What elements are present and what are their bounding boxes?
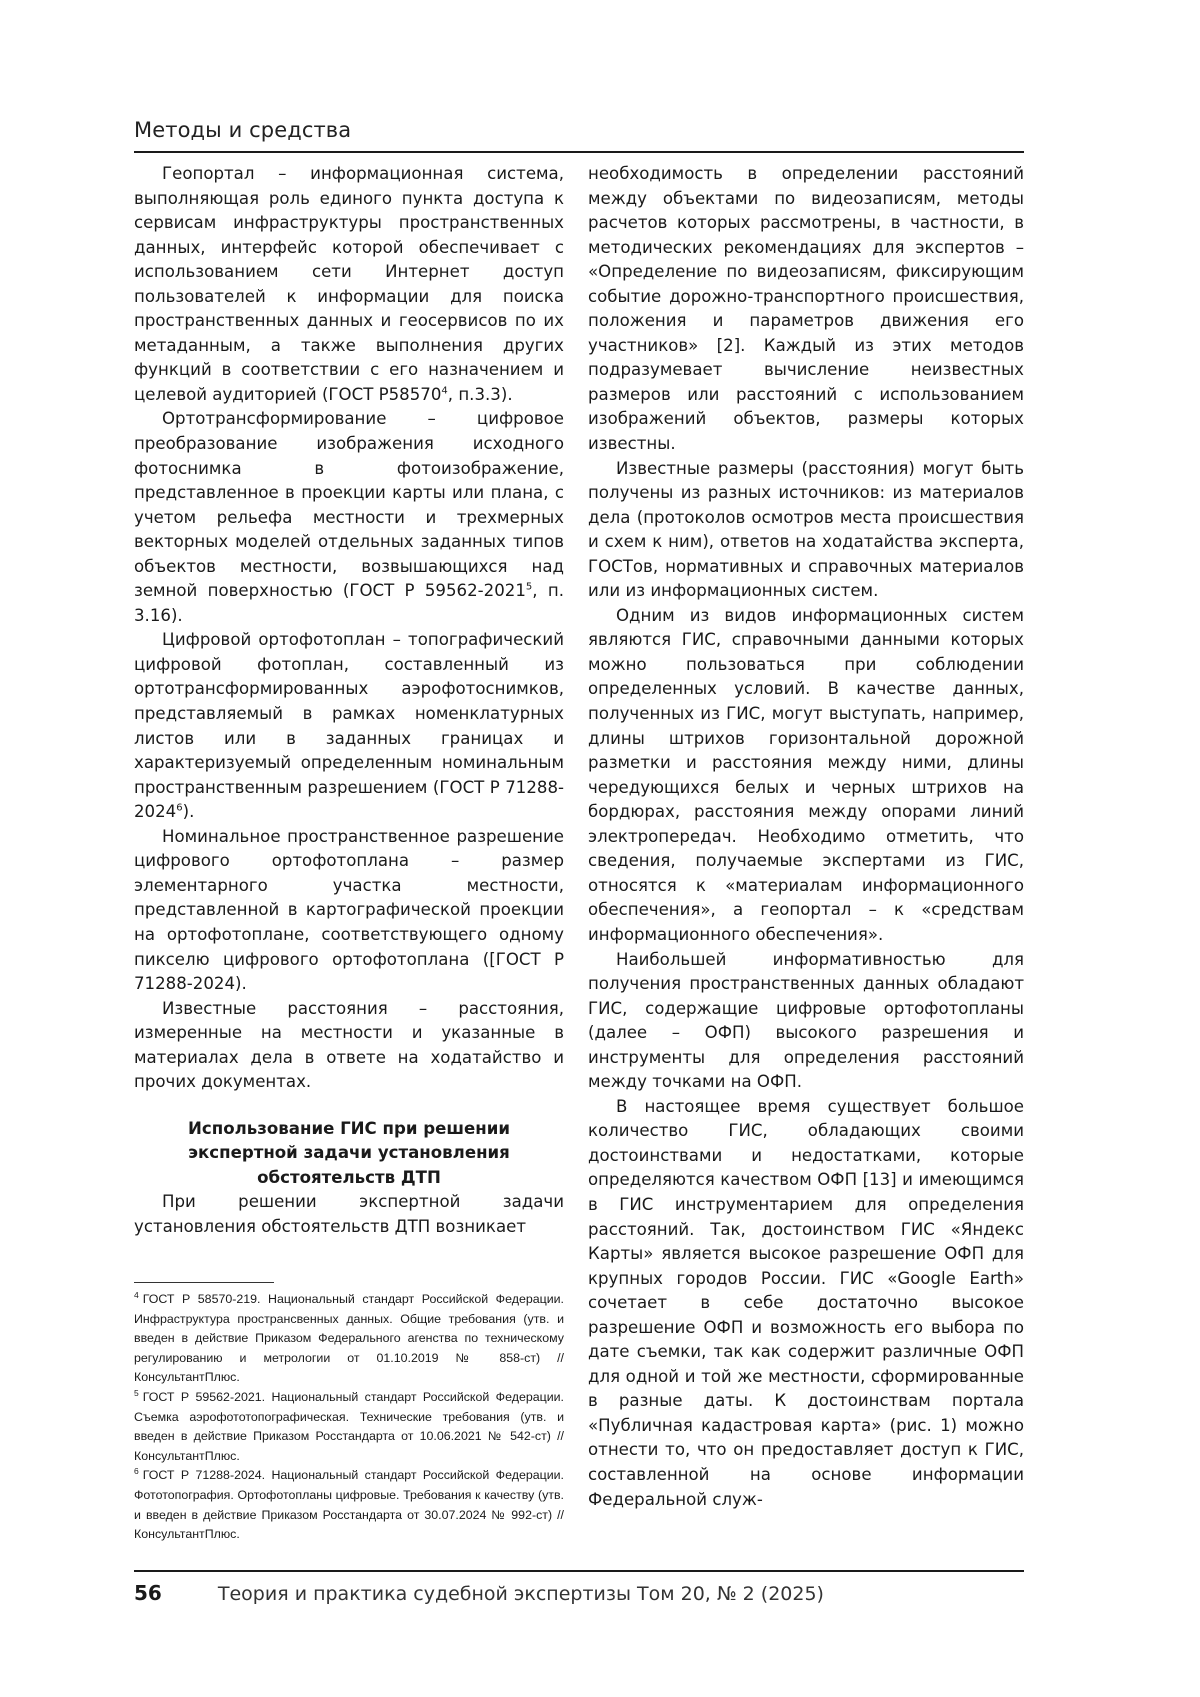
- footnotes: [134, 1290, 564, 1545]
- paragraph-known-sizes: Известные размеры (расстояния) могут быть получены из разных источников: из материалов дела (протоколов осмотров места происшествия и схем к ним), ответов на ходатайства эксперта, ГОСТов, нормативных и справочных материалов или из информационных систем.: [588, 458, 1024, 601]
- footnote-divider: [134, 1282, 274, 1283]
- running-header: Методы и средства: [134, 118, 352, 142]
- paragraph-geoportal: Геопортал – информационная система, выполняющая роль единого пункта доступа к сервисам инфраструктуры пространственных данных, интерфейс которой обеспечивает с использованием сети Интернет доступ пользователей к информации для поиска пространственных данных и геосервисов по их метаданным, а также выполнения других функций в соответствии с его назначением и целевой аудиторией (ГОСТ Р58570$^4$, п.3.3).: [134, 164, 564, 404]
- journal-title: Теория и практика судебной экспертизы Том 20, № 2 (2025): [217, 1583, 824, 1605]
- paragraph-gis-types: Одним из видов информационных систем являются ГИС, справочными данными которых можно пользоваться при соблюдении определенных условий. В качестве данных, полученных из ГИС, могут выступать, например, длины штрихов горизонтальной дорожной разметки и расстояния между ними, длины чередующихся белых и черных штрихов на бордюрах, расстояния между опорами линий электропередач. Необходимо отметить, что сведения, получаемые экспертами из ГИС, относятся к «материалам информационного обеспечения», а геопортал – к «средствам информационного обеспечения».: [588, 605, 1024, 944]
- page-number: 56: [134, 1581, 162, 1605]
- paragraph-informativeness: Наибольшей информативностью для получения пространственных данных обладают ГИС, содержащие цифровые ортофотопланы (далее – ОФП) высокого разрешения и инструменты для определения расстояний между точками на ОФП.: [588, 949, 1024, 1092]
- footnote-6: $^6$ ГОСТ Р 71288-2024. Национальный стандарт Российской Федерации. Фототопография. Ортофотопланы цифровые. Требования к качеству (утв. и введен в действие Приказом Росстандарта от 30.07.2024 № 992-ст) // КонсультантПлюс.: [134, 1466, 564, 1542]
- footer-divider: [134, 1570, 1024, 1572]
- page-footer: [134, 1581, 824, 1605]
- footnote-4: $^4$ ГОСТ Р 58570-219. Национальный стандарт Российской Федерации. Инфраструктура пространсвенных данных. Общие требования (утв. и введен в действие Приказом Федерального агенства по техническому регулированию и метрологии от 01.10.2019 № 858-ст) // КонсультантПлюс.: [134, 1289, 564, 1385]
- footnote-5: $^5$ ГОСТ Р 59562-2021. Национальный стандарт Российской Федерации. Съемка аэрофототопографическая. Технические требования (утв. и введен в действие Приказом Росстандарта от 10.06.2021 № 542-ст) // КонсультантПлюс.: [134, 1387, 564, 1463]
- paragraph-video-distances: необходимость в определении расстояний между объектами по видеозаписям, методы расчетов которых рассмотрены, в частности, в методических рекомендациях для экспертов – «Определение по видеозаписям, фиксирующим событие дорожно-транспортного происшествия, положения и параметров движения его участников» [2]. Каждый из этих методов подразумевает вычисление неизвестных размеров или расстояний с использованием изображений объектов, размеры которых известны.: [588, 164, 1024, 454]
- paragraph-orthotransform: Ортотрансформирование – цифровое преобразование изображения исходного фотоснимка в фотоизображение, представленное в проекции карты или плана, с учетом рельефа местности и трехмерных векторных моделей отдельных заданных типов объектов местности, возвышающихся над земной поверхностью (ГОСТ Р 59562-2021$^5$, п. 3.16).: [134, 409, 564, 625]
- paragraph-known-distances: Известные расстояния – расстояния, измеренные на местности и указанные в материалах дела в ответе на ходатайство и прочих документах.: [134, 998, 564, 1092]
- paragraph-expert-task: При решении экспертной задачи установления обстоятельств ДТП возникает: [134, 1192, 564, 1236]
- paragraph-orthophotoplan: Цифровой ортофотоплан – топографический цифровой фотоплан, составленный из ортотрансформированных аэрофотоснимков, представляемый в рамках номенклатурных листов или в заданных границах и характеризуемый определенным номинальным пространственным разрешением (ГОСТ Р 71288-2024$^6$).: [134, 630, 564, 822]
- right-column: [588, 162, 1024, 1512]
- footnote-ref-6: 6: [176, 802, 183, 814]
- footnote-ref-4: 4: [441, 385, 448, 397]
- footnote-ref-5: 5: [525, 581, 533, 593]
- header-divider: [134, 151, 1024, 153]
- paragraph-gis-comparison: В настоящее время существует большое количество ГИС, обладающих своими достоинствами и недостатками, которые определяются качеством ОФП [13] и имеющимся в ГИС инструментарием для определения расстояний. Так, достоинством ГИС «Яндекс Карты» является высокое разрешение ОФП для крупных городов России. ГИС «Google Earth» сочетает в себе достаточно высокое разрешение ОФП и возможность его выбора по дате съемки, так как содержит различные ОФП для одной и той же местности, сформированные в разные даты. К достоинствам портала «Публичная кадастровая карта» (рис. 1) можно отнести то, что он предоставляет доступ к ГИС, составленной на основе информации Федеральной служ-: [588, 1096, 1024, 1509]
- left-column: [134, 162, 564, 1239]
- section-title: Использование ГИС при решении экспертной задачи установления обстоятельств ДТП: [188, 1118, 510, 1187]
- paragraph-resolution: Номинальное пространственное разрешение цифрового ортофотоплана – размер элементарного участка местности, представленной в картографической проекции на ортофотоплане, соответствующего одному пикселю цифрового ортофотоплана ([ГОСТ Р 71288-2024).: [134, 826, 564, 994]
